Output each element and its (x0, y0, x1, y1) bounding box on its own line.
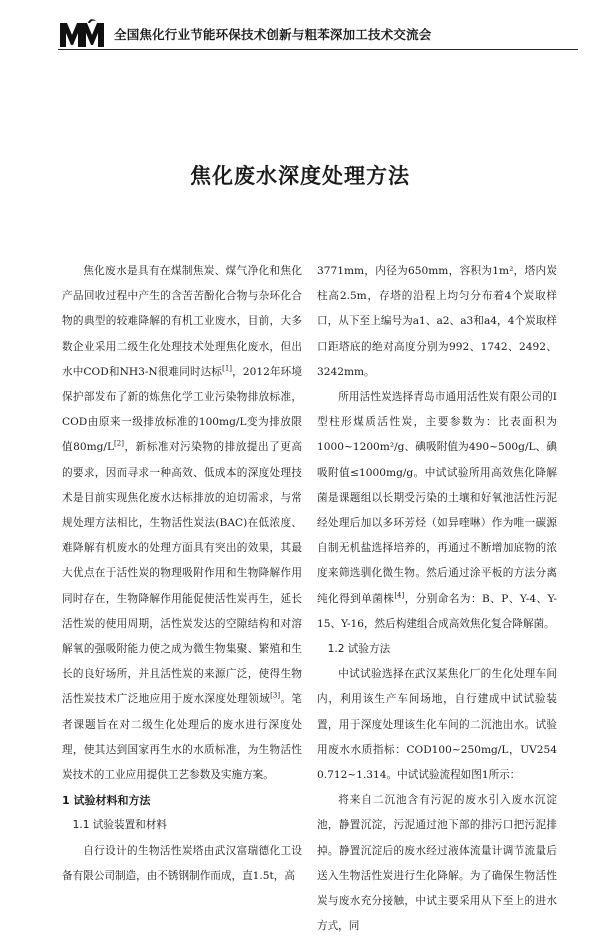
conference-title: 全国焦化行业节能环保技术创新与粗苯深加工技术交流会 (114, 27, 432, 42)
apparatus-paragraph-continued: 3771mm，内径为650mm，容积为1m²，塔内炭柱高2.5m，存塔的沿程上均匀分布着4个炭取样口，从下至上编号为a1、a2、a3和a4，4个炭取样口距塔底的绝对高度分别为992、1742、2492、3242mm。 (317, 265, 557, 378)
subsection-heading-apparatus: 1.1 试验装置和材料 (72, 819, 167, 832)
test-method-paragraph: 中试试验选择在武汉某焦化厂的生化处理车间内，利用该生产车间场地，自行建成中试试验装置，用于深度处理该生化车间的二沉池出水。试验用废水水质指标：COD100~250mg/L，UV254 0.712~1.314。中试试验流程如图1所示： (317, 668, 557, 782)
citation-2[interactable]: [2] (114, 439, 124, 448)
citation-1[interactable]: [1] (222, 364, 233, 373)
header-divider (58, 49, 578, 50)
apparatus-paragraph: 自行设计的生物活性炭塔由武汉富瑞德化工设备有限公司制造，由不锈钢制作而成，直1.5t，高 (62, 844, 302, 882)
subsection-heading-test-method: 1.2 试验方法 (327, 643, 391, 656)
section-heading-materials-methods: 1 试验材料和方法 (62, 794, 151, 808)
citation-4[interactable]: [4] (394, 591, 405, 600)
article-title: 焦化废水深度处理方法 (190, 164, 410, 188)
carbon-paragraph: 所用活性炭选择青岛市通用活性炭有限公司的Ⅰ型柱形煤质活性炭，主要参数为：比表面积为1000~1200m²/g、碘吸附值为490~500g/L、碘吸附值≤1000mg/g。中试试验所用高效焦化降解菌是课题组以长期受污染的土壤和好氧池活性污泥经处理后加以多环芳烃（如异喹啉）作为唯一碳源自制无机盐选择培养的，再通过不断增加底物的浓度来筛选驯化微生物。然后通过涂平板的方法分离纯化得到单菌株[4]，分别命名为：B、P、Y-4、Y-15、Y-16，然后构建组合成高效焦化复合降解菌。 (317, 391, 557, 630)
page-header (58, 18, 578, 50)
conference-logo (58, 18, 106, 48)
right-column (317, 259, 557, 939)
left-column (62, 259, 302, 889)
flow-paragraph: 将来自二沉池含有污泥的废水引入废水沉淀池，静置沉淀，污泥通过池下部的排污口把污泥排掉。静置沉淀后的废水经过液体流量计调节流量后送入生物活性炭进行生化降解。为了确保生物活性炭与废水充分接触，中试主要采用从下至上的进水方式，同 (317, 794, 557, 933)
citation-3[interactable]: [3] (270, 691, 281, 700)
intro-paragraph: 焦化废水是具有在煤制焦炭、煤气净化和焦化产品回收过程中产生的含苦苦酚化合物与杂环化合物的典型的较难降解的有机工业废水，目前，大多数企业采用二级生化处理技术处理焦化废水，但出水中COD和NH3-N很难同时达标[1]，2012年环境保护部发布了新的炼焦化学工业污染物排放标准，COD由原来一级排放标准的100mg/L变为排放限值80mg/L[2]，新标准对污染物的排放提出了更高的要求，因而寻求一种高效、低成本的深度处理技术是目前实现焦化废水达标排放的迫切需求，与常规处理方法相比，生物活性炭法(BAC)在低浓度、难降解有机废水的处理方面具有突出的效果，其最大优点在于活性炭的物理吸附作用和生物降解作用同时存在，生物降解作用能促使活性炭再生，延长活性炭的使用周期，活性炭发达的空隙结构和对溶解氧的强吸附能力使之成为微生物集聚、繁殖和生长的良好场所，并且活性炭的来源广泛，使得生物活性炭技术广泛地应用于废水深度处理领域[3]。笔者课题旨在对二级生化处理后的废水进行深度处理，使其达到国家再生水的水质标准，为生物活性炭技术的工业应用提供工艺参数及实施方案。 (62, 265, 303, 782)
